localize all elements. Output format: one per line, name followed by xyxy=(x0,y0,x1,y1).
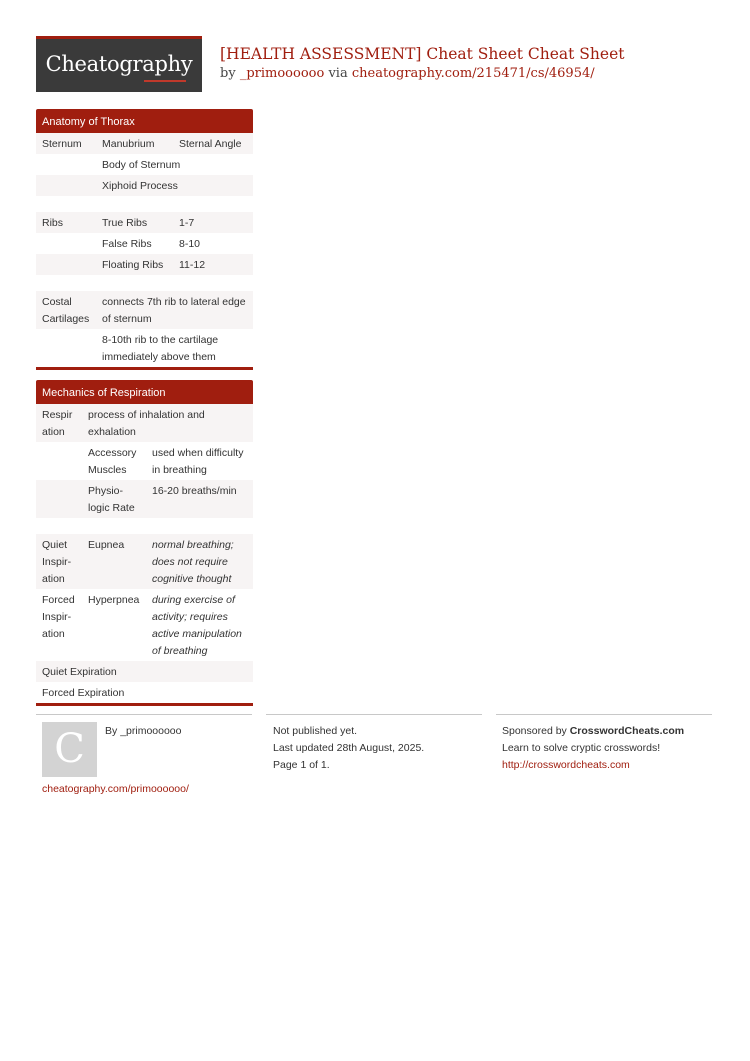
row-label xyxy=(42,294,89,328)
table-row xyxy=(36,404,253,442)
page-title: [HEALTH ASSESSMENT] Cheat Sheet Cheat Sheet xyxy=(220,45,625,63)
table-row xyxy=(36,661,253,682)
cell-line: normal breathing; xyxy=(152,539,234,551)
row-label xyxy=(42,537,71,588)
table-row xyxy=(36,682,253,703)
cell: Floating Ribs xyxy=(102,259,164,271)
cell xyxy=(88,483,135,517)
footer-author xyxy=(105,725,181,737)
footer-author-name[interactable]: _primoooooo xyxy=(120,725,182,737)
sponsor-tagline: Learn to solve cryptic crosswords! xyxy=(502,742,661,754)
table-row xyxy=(36,212,253,233)
spacer-row xyxy=(36,196,253,212)
footer-divider xyxy=(266,714,482,715)
label-line: ation xyxy=(42,573,65,585)
section-title: Anatomy of Thorax xyxy=(36,109,253,133)
table-row xyxy=(36,329,253,367)
table-row xyxy=(36,254,253,275)
spacer-row xyxy=(36,275,253,291)
label-line: ation xyxy=(42,426,65,438)
sponsored-prefix: Sponsored by xyxy=(502,725,567,737)
via-text: via xyxy=(328,66,348,81)
cell-line: in breathing xyxy=(152,464,207,476)
table-row xyxy=(36,291,253,329)
label-line: Forced xyxy=(42,594,75,606)
table-row xyxy=(36,534,253,589)
table-row xyxy=(36,233,253,254)
cell-line: does not require xyxy=(152,556,228,568)
cell-line: Accessory xyxy=(88,447,137,459)
table-row xyxy=(36,480,253,518)
cell: 8-10 xyxy=(179,238,201,250)
cell: True Ribs xyxy=(102,217,148,229)
row-label: Sternum xyxy=(42,138,82,150)
cell: Manubrium xyxy=(102,138,155,150)
page-subtitle xyxy=(220,66,595,81)
table-row xyxy=(36,442,253,480)
cell: False Ribs xyxy=(102,238,152,250)
label-line: Inspir- xyxy=(42,556,72,568)
section-footer-bar xyxy=(36,367,253,370)
section-anatomy-of-thorax xyxy=(36,109,253,370)
cell-line: process of inhalation and xyxy=(88,409,205,421)
cell-line: during exercise of xyxy=(152,594,235,606)
cell-line: immediately above them xyxy=(102,351,216,363)
cheatography-logo[interactable] xyxy=(36,36,202,92)
table-row xyxy=(36,133,253,154)
cell-line: activity; requires xyxy=(152,611,228,623)
label-line: Costal xyxy=(42,296,72,308)
publish-status: Not published yet. xyxy=(273,725,358,737)
row-label xyxy=(42,407,72,441)
cell-line: exhalation xyxy=(88,426,136,438)
cell xyxy=(152,537,234,588)
author-link[interactable]: _primoooooo xyxy=(239,66,325,81)
cell: 11-12 xyxy=(179,259,206,271)
spacer-row xyxy=(36,518,253,534)
sponsor-link[interactable]: http://crosswordcheats.com xyxy=(502,759,630,771)
last-updated: Last updated 28th August, 2025. xyxy=(273,742,425,754)
cell xyxy=(152,592,242,660)
cell-line: Muscles xyxy=(88,464,127,476)
cell-line: connects 7th rib to lateral edge xyxy=(102,296,246,308)
section-footer-bar xyxy=(36,703,253,706)
cell: 1-7 xyxy=(179,217,195,229)
cell: Quiet Expiration xyxy=(42,666,117,678)
footer-divider xyxy=(496,714,712,715)
cell-line: logic Rate xyxy=(88,502,135,514)
row-label: Ribs xyxy=(42,217,64,229)
sponsor-name[interactable]: CrosswordCheats.com xyxy=(569,725,685,737)
cell-line: of sternum xyxy=(102,313,152,325)
cell xyxy=(88,445,136,479)
label-line: Cartilages xyxy=(42,313,90,325)
cell xyxy=(102,294,246,328)
table-row xyxy=(36,154,253,175)
table-row xyxy=(36,589,253,661)
table-row xyxy=(36,175,253,196)
section-title: Mechanics of Respiration xyxy=(36,380,253,404)
label-line: Quiet xyxy=(42,539,68,551)
author-avatar[interactable] xyxy=(42,722,97,777)
page-number: Page 1 of 1. xyxy=(273,759,330,771)
logo-text: Cheatography xyxy=(45,52,193,76)
cell: Xiphoid Process xyxy=(102,180,178,192)
cell: 16-20 breaths/min xyxy=(152,485,237,497)
cell xyxy=(102,332,218,366)
by-label: By xyxy=(105,725,118,737)
cell-line: used when difficulty xyxy=(152,447,244,459)
by-prefix: by xyxy=(220,66,236,81)
label-line: ation xyxy=(42,628,65,640)
cell: Body of Sternum xyxy=(102,159,181,171)
section-mechanics-of-respiration xyxy=(36,380,253,706)
cell-line: Physio- xyxy=(88,485,124,497)
cell xyxy=(152,445,243,479)
label-line: Inspir- xyxy=(42,611,72,623)
cell: Hyperpnea xyxy=(88,594,140,606)
cell-line: 8-10th rib to the cartilage xyxy=(102,334,219,346)
sponsor-line xyxy=(502,725,684,737)
author-profile-link[interactable]: cheatography.com/primoooooo/ xyxy=(42,783,189,795)
cell xyxy=(88,407,205,441)
cell-line: active manipulation xyxy=(152,628,242,640)
cell: Forced Expiration xyxy=(42,687,125,699)
cell-line: cognitive thought xyxy=(152,573,232,585)
sheet-url-link[interactable]: cheatography.com/215471/cs/46954/ xyxy=(351,66,595,81)
label-line: Respir xyxy=(42,409,73,421)
row-label xyxy=(42,592,75,643)
cell-line: of breathing xyxy=(152,645,208,657)
footer-divider xyxy=(36,714,252,715)
cell: Sternal Angle xyxy=(179,138,242,150)
avatar-letter: C xyxy=(54,726,85,772)
logo-underline xyxy=(144,80,186,82)
cell: Eupnea xyxy=(88,539,125,551)
